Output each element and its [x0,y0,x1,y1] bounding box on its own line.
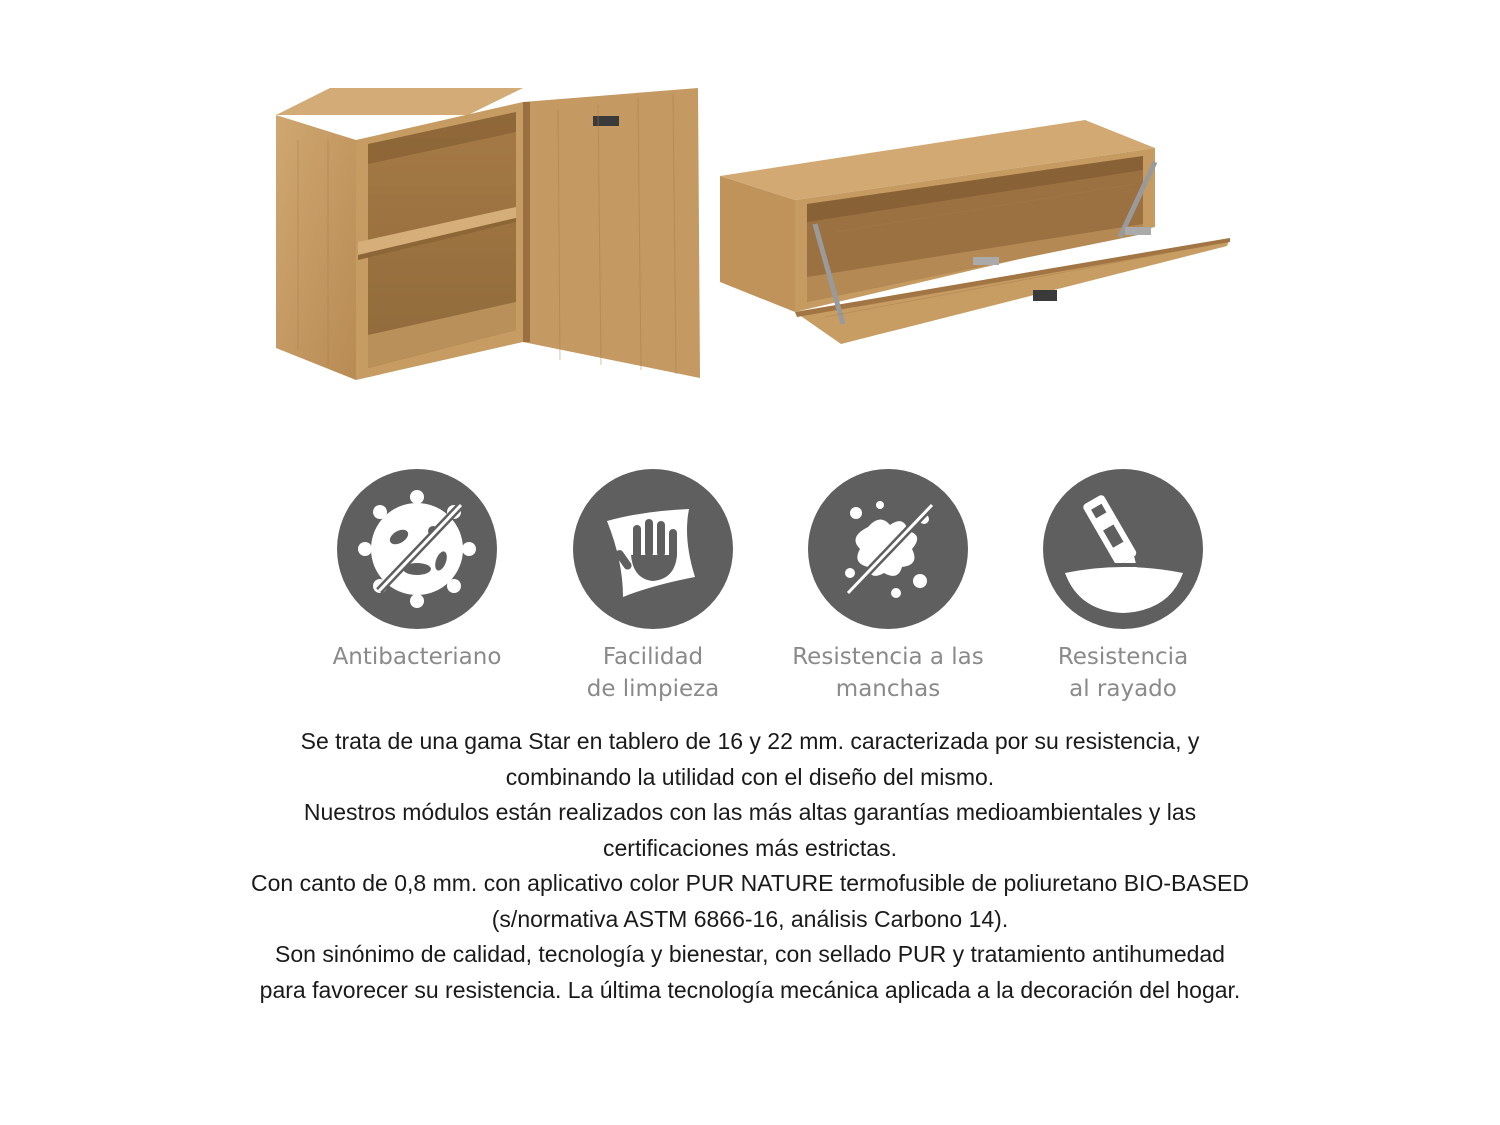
stain-resistance-icon [808,469,968,629]
feature-stain-resistance [768,465,1008,705]
feature-badges [0,465,1500,710]
feature-label: Resistencia al rayado [1057,644,1189,702]
feature-label: Facilidad de limpieza [586,644,720,702]
feature-label: Antibacteriano [332,644,502,670]
description-paragraph: Con canto de 0,8 mm. con aplicativo color PUR NATURE termofusible de poliuretano BIO-BASED (s/normativa ASTM 6866-16, análisis Carbono 14). [251,870,1249,932]
description-paragraph: Se trata de una gama Star en tablero de 16 y 22 mm. caracterizada por su resistencia, y combinando la utilidad con el diseño del mismo. [300,728,1200,790]
feature-antibacterial [297,465,537,673]
flap-door-cabinet-image [715,112,1235,352]
description-paragraph: Son sinónimo de calidad, tecnología y bienestar, con sellado PUR y tratamiento antihumedad para favorecer su resistencia. La última tecnología mecánica aplicada a la decoración del hogar. [259,941,1241,1003]
easy-clean-hand-icon [573,469,733,629]
feature-easy-clean [533,465,773,705]
open-door-cabinet-image [268,80,708,385]
description-paragraph: Nuestros módulos están realizados con las más altas garantías medioambientales y las certificaciones más estrictas. [303,799,1197,861]
product-description [250,724,1250,1008]
scratch-resistance-cutter-icon [1043,469,1203,629]
antibacterial-icon [337,469,497,629]
feature-label: Resistencia a las manchas [792,644,984,702]
feature-scratch-resistance [1003,465,1243,705]
product-images [0,0,1500,420]
